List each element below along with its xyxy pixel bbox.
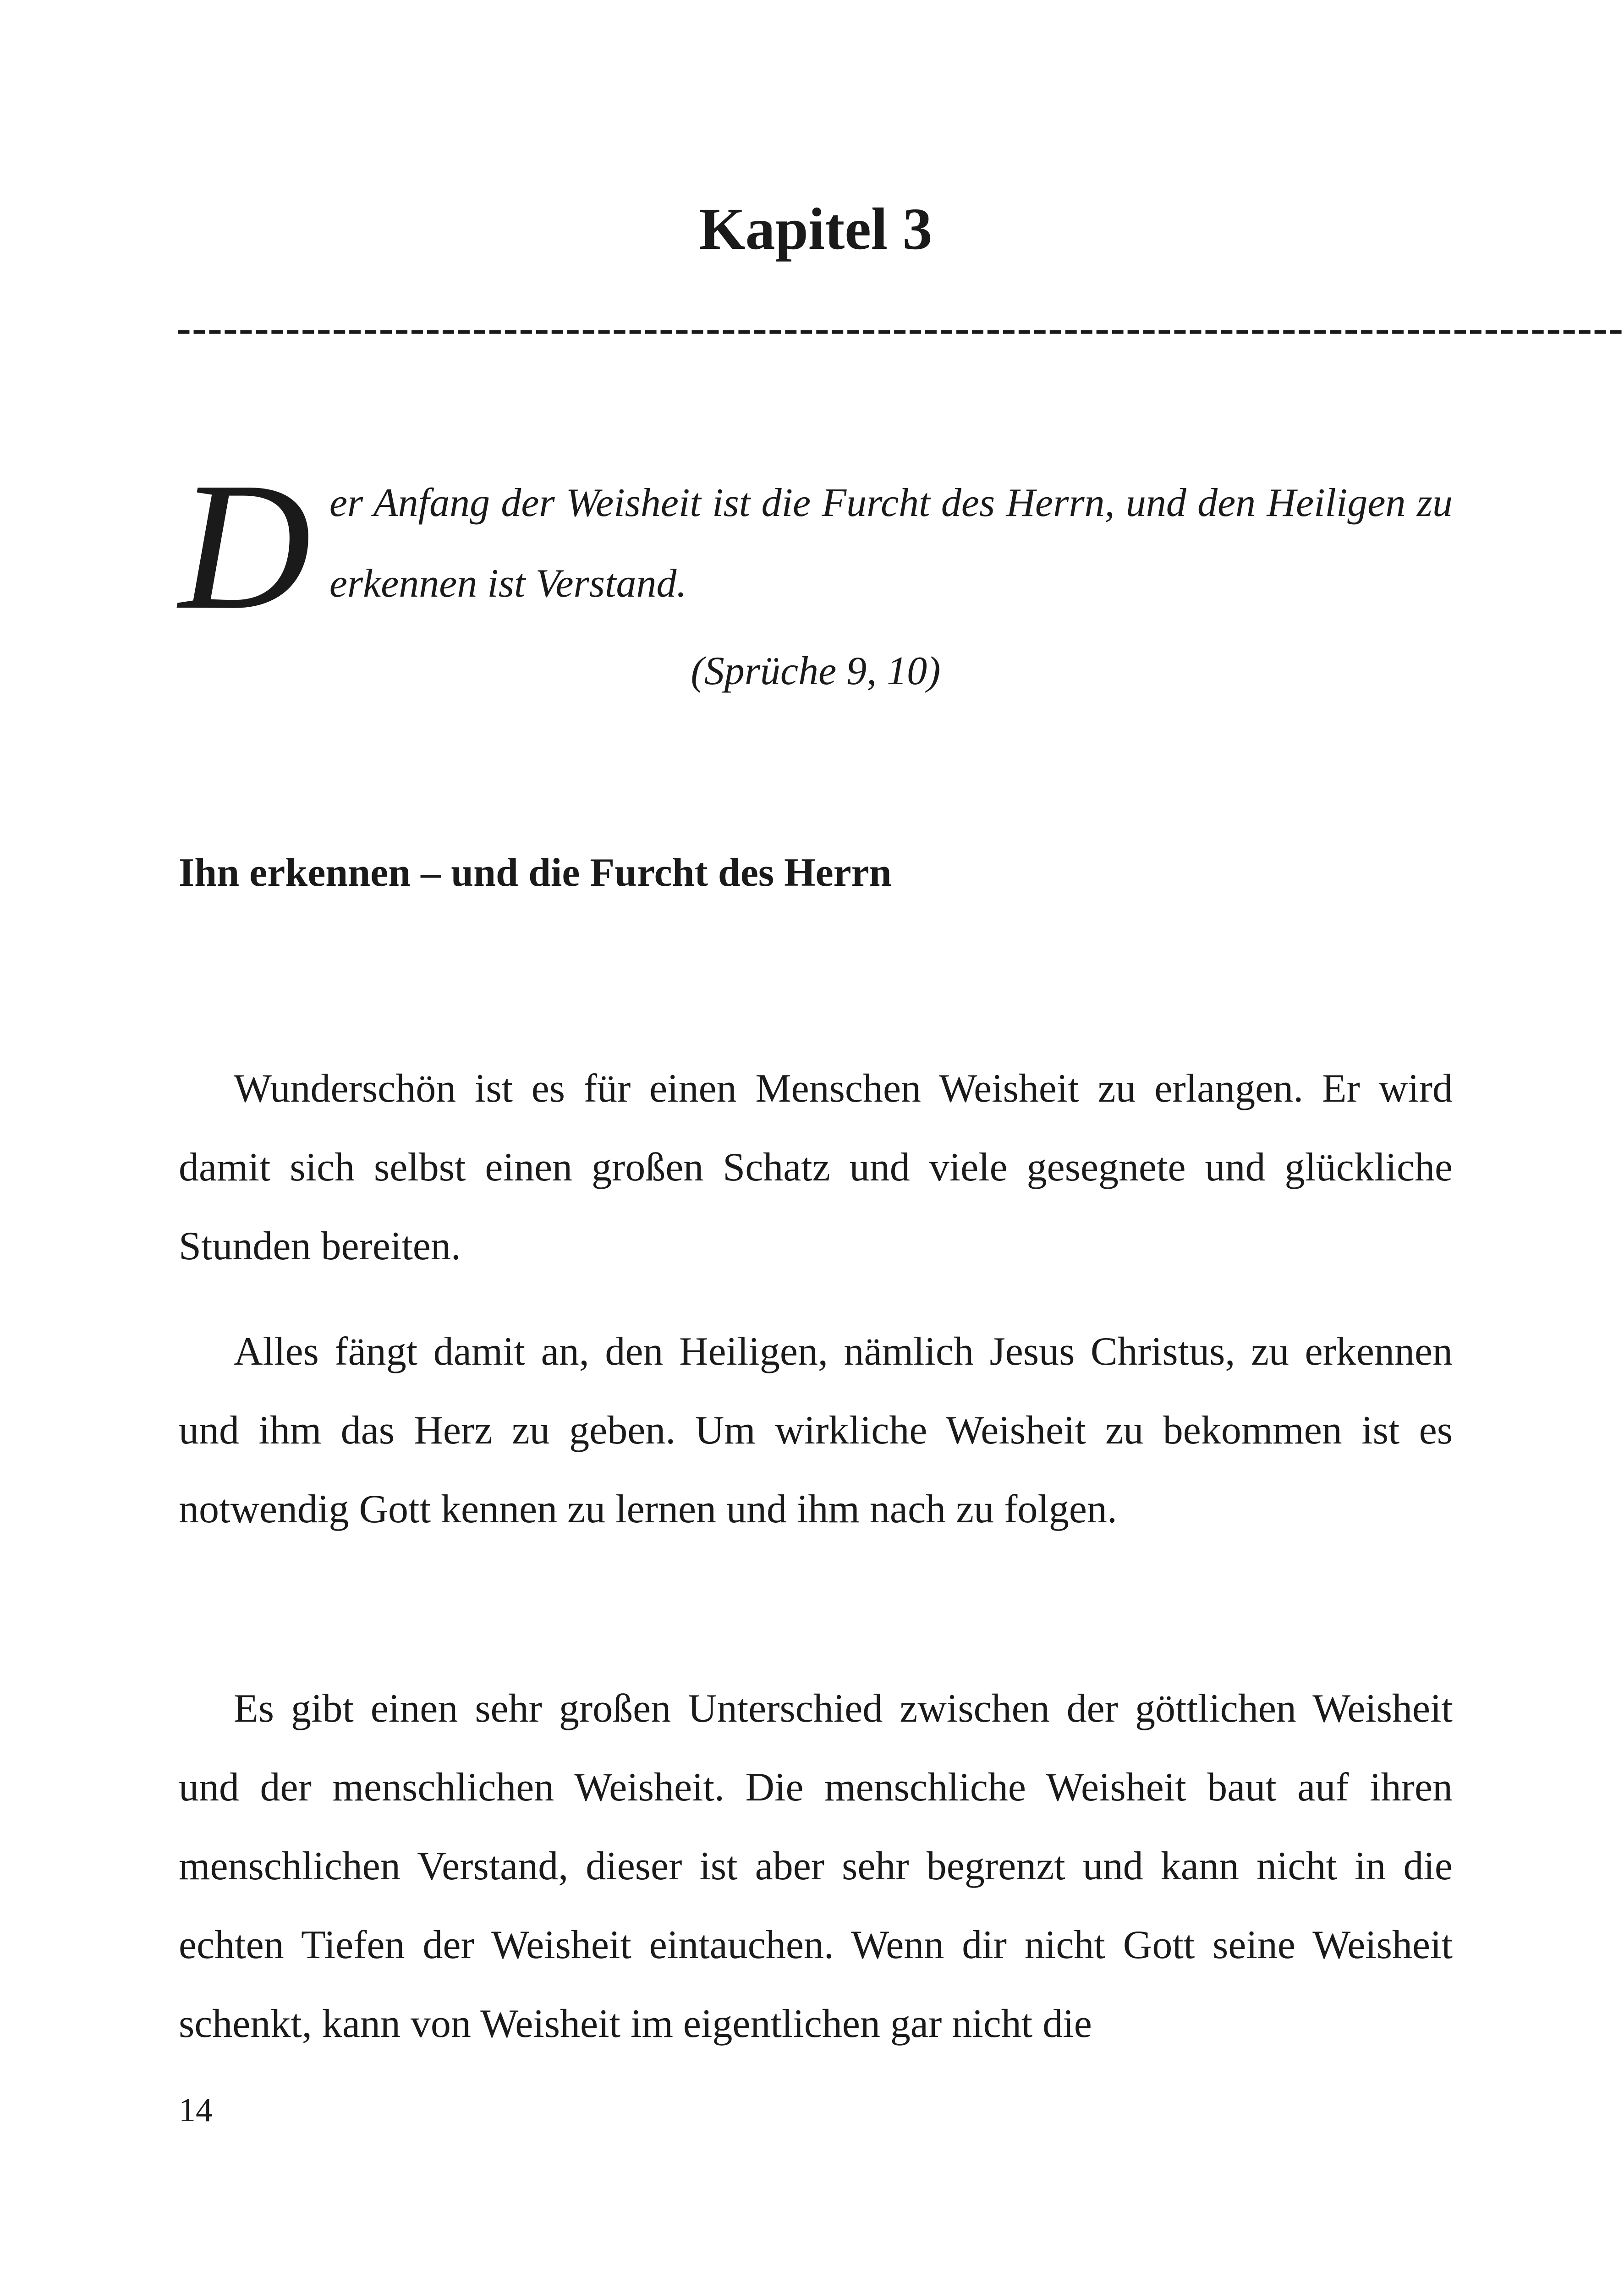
chapter-dashed-rule: --------------------------------------------------------------------------------------------- xyxy=(176,303,1624,352)
page-number: 14 xyxy=(179,2091,213,2129)
epigraph-text: er Anfang der Weisheit ist die Furcht des Herrn, und den Heiligen zu erkennen ist Verstand. xyxy=(329,481,1453,606)
epigraph-reference: (Sprüche 9, 10) xyxy=(691,649,941,693)
body-paragraph-1: Wunderschön ist es für einen Menschen Weisheit zu erlangen. Er wird damit sich selbst einen großen Schatz und viele gesegnete und glückliche Stunden bereiten. xyxy=(179,1066,1453,1268)
body-paragraph-3: Es gibt einen sehr großen Unterschied zwischen der göttlichen Weisheit und der menschlichen Weisheit. Die menschliche Weisheit baut auf ihren menschlichen Verstand, dieser ist aber sehr begrenzt und kann nicht in die echten Tiefen der Weisheit eintauchen. Wenn dir nicht Gott seine Weisheit schenkt, kann von Weisheit im eigentlichen gar nicht die xyxy=(179,1686,1453,2046)
chapter-title: Kapitel 3 xyxy=(699,196,933,262)
epigraph xyxy=(179,445,1453,648)
epigraph-drop-cap: D xyxy=(179,445,311,648)
body-paragraph-2: Alles fängt damit an, den Heiligen, nämlich Jesus Christus, zu erkennen und ihm das Herz zu geben. Um wirkliche Weisheit zu bekommen ist es notwendig Gott kennen zu lernen und ihm nach zu folgen. xyxy=(179,1329,1453,1531)
section-heading: Ihn erkennen – und die Furcht des Herrn xyxy=(179,851,892,895)
